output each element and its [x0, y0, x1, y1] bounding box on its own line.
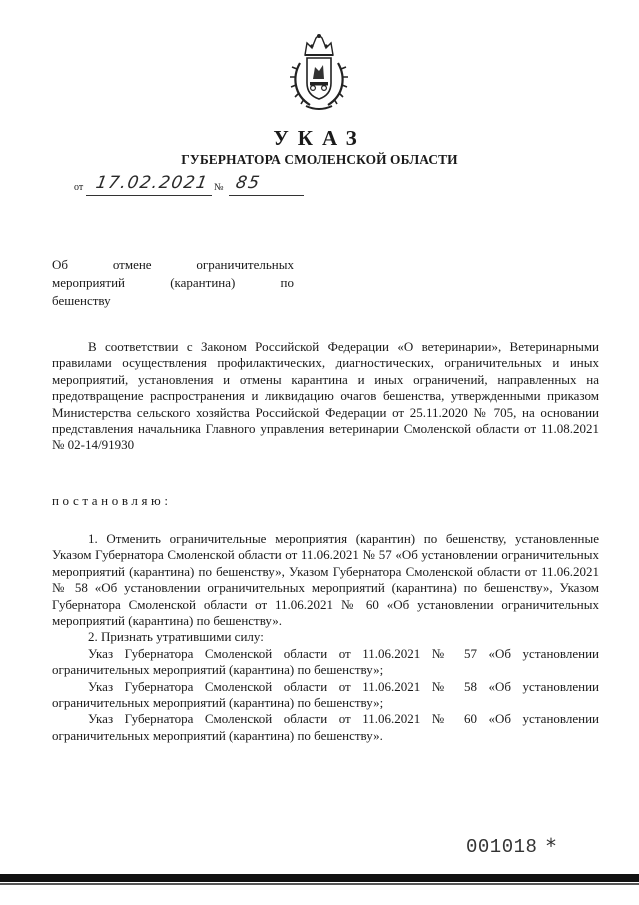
date-underline: [86, 195, 212, 196]
scan-edge-line: [0, 883, 639, 885]
decree-item: Указ Губернатора Смоленской области от 11.06.2021 № 57 «Об установлении ограничительных мероприятий (карантина) по бешенству»;: [52, 645, 599, 678]
decree-item: Указ Губернатора Смоленской области от 11.06.2021 № 60 «Об установлении ограничительных мероприятий (карантина) по бешенству».: [52, 711, 599, 743]
date-number-line: [74, 174, 314, 198]
decree-item: 1. Отменить ограничительные мероприятия (карантин) по бешенству, установленные Указом Губернатора Смоленской области от 11.06.2021 № 57 «Об установлении ограничительных мероприятий (карантина) по бешенству», Указом Губернатора Смоленской области от 11.06.2021 № 58 «Об установлении ограничительных мероприятий (карантина) по бешенству», Указом Губернатора Смоленской области от 11.06.2021 № 60 «Об установлении ограничительных мероприятий (карантина) по бешенству».: [52, 531, 599, 629]
subject-line: бешенству: [52, 293, 111, 308]
from-label: от: [74, 182, 84, 193]
decree-item: Указ Губернатора Смоленской области от 11.06.2021 № 58 «Об установлении ограничительных мероприятий (карантина) по бешенству»;: [52, 678, 599, 711]
handwritten-number: 85: [234, 173, 263, 193]
decree-item: 2. Признать утратившими силу:: [88, 629, 264, 645]
document-title: УКАЗ: [273, 126, 366, 150]
coat-of-arms-icon: [288, 33, 350, 111]
decree-word: постановляю:: [52, 493, 172, 508]
handwritten-date: 17.02.2021: [94, 173, 211, 193]
document-subject: [52, 256, 294, 310]
preamble-section: [52, 339, 599, 454]
number-label: №: [214, 182, 224, 193]
number-underline: [229, 195, 304, 196]
document-subtitle: ГУБЕРНАТОРА СМОЛЕНСКОЙ ОБЛАСТИ: [181, 152, 458, 167]
serial-number: 001018: [466, 836, 538, 858]
scan-edge-band: [0, 874, 639, 882]
subject-line: мероприятий (карантина) по: [52, 275, 294, 290]
subject-line: Об отмене ограничительных: [52, 257, 294, 272]
decree-items: [52, 531, 599, 744]
preamble-paragraph: В соответствии с Законом Российской Федерации «О ветеринарии», Ветеринарными правилами осуществления профилактических, диагностических, ограничительных и иных мероприятий, установления и отмены карантина и иных ограничений, направленных на предотвращение распространения и ликвидацию очагов бешенства, утвержденными приказом Министерства сельского хозяйства Российской Федерации от 25.11.2020 № 705, на основании представления начальника Главного управления ветеринарии Смоленской области от 11.08.2021 № 02-14/91930: [52, 339, 599, 453]
serial-mark: *: [546, 834, 556, 858]
